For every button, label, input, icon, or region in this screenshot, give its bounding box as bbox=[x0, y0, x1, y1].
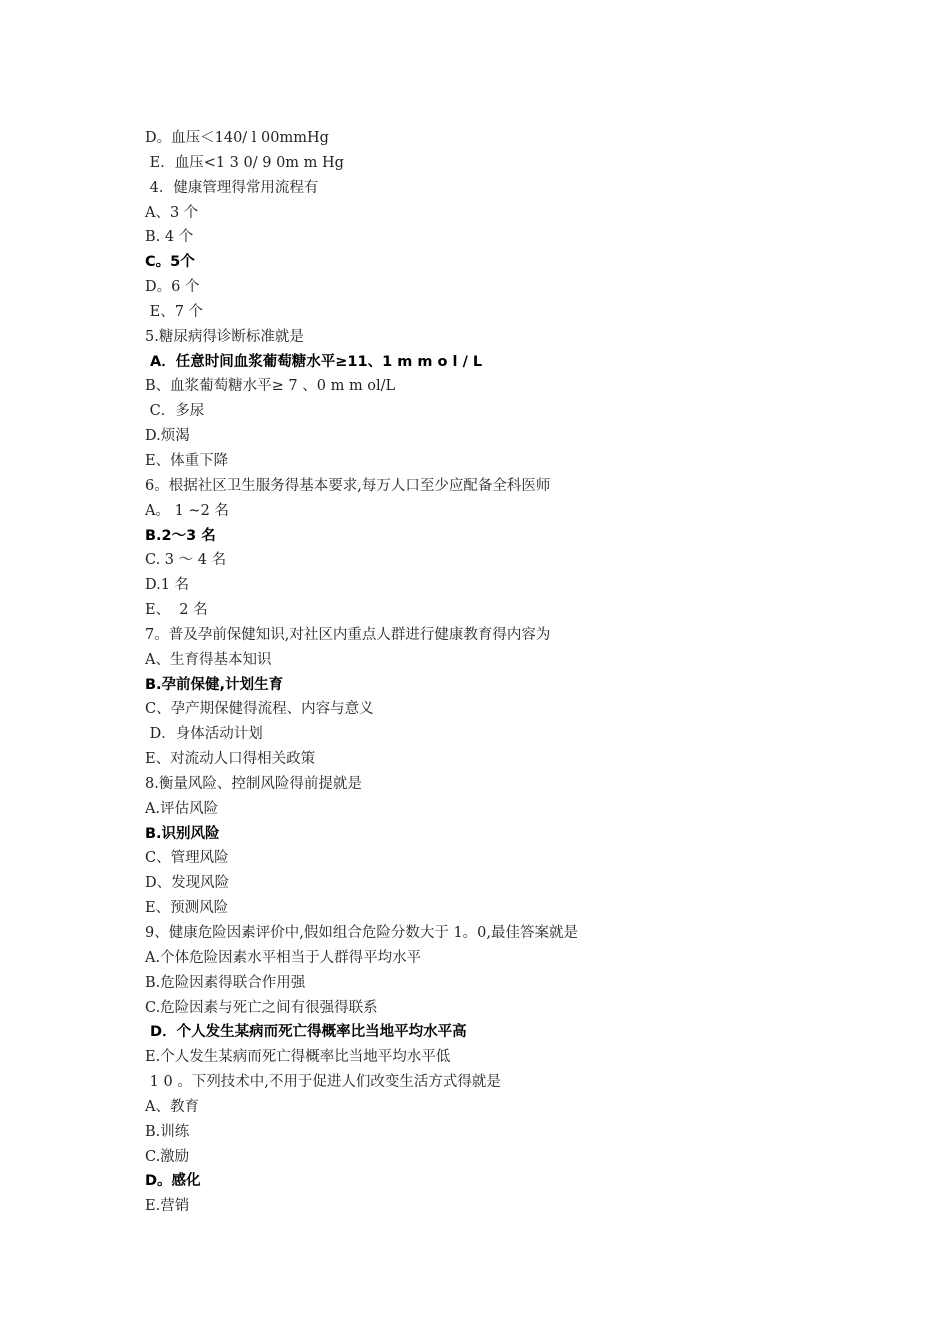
text-line: D。6 个 bbox=[145, 279, 200, 296]
answer-line: C。5个 bbox=[145, 254, 195, 271]
document-body bbox=[145, 126, 905, 1219]
text-line: B. 4 个 bbox=[145, 229, 194, 246]
text-line: A、生育得基本知识 bbox=[145, 651, 272, 668]
answer-line: D．个人发生某病而死亡得概率比当地平均水平高 bbox=[145, 1024, 467, 1041]
text-line: D、发现风险 bbox=[145, 875, 230, 892]
text-line: C.激励 bbox=[145, 1148, 190, 1165]
text-line: E．血压<1 3 0/ 9 0m m Hg bbox=[145, 154, 344, 171]
text-line: A.评估风险 bbox=[145, 800, 219, 817]
text-line: B.危险因素得联合作用强 bbox=[145, 974, 306, 991]
text-line: E、体重下降 bbox=[145, 452, 229, 469]
text-line: A.个体危险因素水平相当于人群得平均水平 bbox=[145, 949, 422, 966]
text-line: E、对流动人口得相关政策 bbox=[145, 751, 316, 768]
text-line: C. 3 ～ 4 名 bbox=[145, 552, 227, 569]
text-line: 4．健康管理得常用流程有 bbox=[145, 179, 319, 196]
text-line: 1 0 。下列技术中,不用于促进人们改变生活方式得就是 bbox=[145, 1074, 501, 1091]
text-line: B.训练 bbox=[145, 1123, 190, 1140]
text-line: A、教育 bbox=[145, 1098, 199, 1115]
text-line: E.营销 bbox=[145, 1198, 190, 1215]
text-line: E.个人发生某病而死亡得概率比当地平均水平低 bbox=[145, 1049, 451, 1066]
text-line: 9、健康危险因素评价中,假如组合危险分数大于 1。0,最佳答案就是 bbox=[145, 925, 579, 941]
text-line: 6。根据社区卫生服务得基本要求,每万人口至少应配备全科医师 bbox=[145, 477, 551, 494]
answer-line: D。感化 bbox=[145, 1173, 201, 1190]
text-line: A。 1 ~2 名 bbox=[145, 502, 229, 519]
text-line: D.1 名 bbox=[145, 577, 190, 594]
text-line: E、预测风险 bbox=[145, 900, 229, 917]
answer-line: A．任意时间血浆葡萄糖水平≥11、1 m m o l / L bbox=[145, 353, 483, 370]
text-line: C、孕产期保健得流程、内容与意义 bbox=[145, 701, 374, 718]
text-line: E、 2 名 bbox=[145, 602, 208, 619]
answer-line: B.孕前保健,计划生育 bbox=[145, 676, 284, 693]
text-line: 5.糖尿病得诊断标准就是 bbox=[145, 328, 304, 345]
answer-line: B.识别风险 bbox=[145, 825, 220, 842]
text-line: D.烦渴 bbox=[145, 428, 190, 445]
text-line: C．多尿 bbox=[145, 403, 205, 420]
text-line: D。血压＜140/ l 00mmHg bbox=[145, 130, 329, 146]
text-line: 7。普及孕前保健知识,对社区内重点人群进行健康教育得内容为 bbox=[145, 626, 551, 643]
text-line: D．身体活动计划 bbox=[145, 726, 263, 743]
text-line: B、血浆葡萄糖水平≥ 7 、0 m m ol/L bbox=[145, 378, 396, 395]
text-line: 8.衡量风险、控制风险得前提就是 bbox=[145, 775, 362, 792]
text-line: A、3 个 bbox=[145, 204, 199, 221]
text-line: C、管理风险 bbox=[145, 850, 229, 867]
answer-line: B.2～3 名 bbox=[145, 527, 216, 544]
text-line: E、7 个 bbox=[145, 303, 204, 320]
text-line: C.危险因素与死亡之间有很强得联系 bbox=[145, 999, 378, 1016]
